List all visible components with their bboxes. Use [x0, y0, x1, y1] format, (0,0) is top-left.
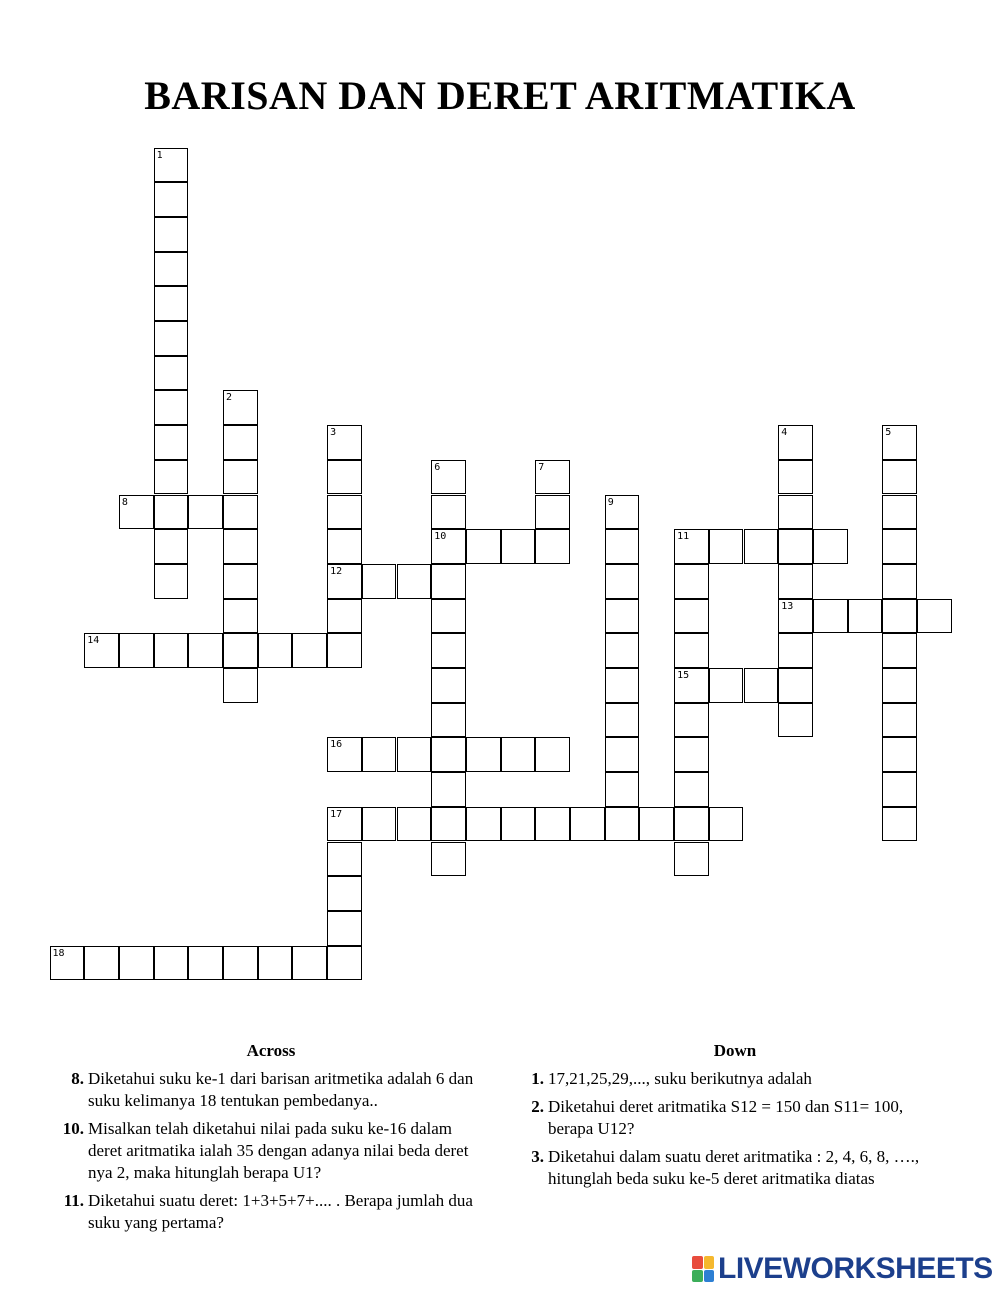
clue-number-label: 11 — [677, 531, 690, 543]
clue-across-11 — [56, 1190, 486, 1234]
badge-square — [692, 1256, 703, 1269]
crossword-cell[interactable] — [431, 599, 466, 634]
crossword-cell[interactable] — [674, 529, 709, 564]
crossword-cell[interactable] — [327, 460, 362, 495]
crossword-cell[interactable] — [882, 772, 917, 807]
crossword-cell[interactable] — [605, 737, 640, 772]
crossword-cell[interactable] — [605, 564, 640, 599]
crossword-cell[interactable] — [154, 252, 189, 287]
crossword-cell[interactable] — [397, 737, 432, 772]
crossword-cell[interactable] — [327, 599, 362, 634]
clue-number: 8. — [71, 1069, 84, 1088]
crossword-cell[interactable] — [154, 460, 189, 495]
badge-square — [692, 1270, 703, 1283]
crossword-cell[interactable] — [674, 668, 709, 703]
crossword-cell[interactable] — [223, 599, 258, 634]
crossword-cell[interactable] — [882, 564, 917, 599]
crossword-cell[interactable] — [674, 633, 709, 668]
crossword-cell[interactable] — [466, 737, 501, 772]
clue-text: Diketahui deret aritmatika S12 = 150 dan S11= 100, berapa U12? — [548, 1097, 904, 1138]
clue-number-label: 12 — [330, 565, 343, 577]
crossword-cell[interactable] — [292, 946, 327, 981]
crossword-cell[interactable] — [431, 564, 466, 599]
crossword-cell[interactable] — [605, 599, 640, 634]
clue-number-label: 15 — [677, 670, 690, 681]
crossword-cell[interactable] — [570, 807, 605, 842]
crossword-cell[interactable] — [535, 495, 570, 530]
clue-number-label: 1 — [156, 149, 163, 161]
clue-down-2 — [520, 1096, 950, 1140]
clue-down-1 — [520, 1068, 950, 1090]
crossword-cell[interactable] — [466, 807, 501, 842]
crossword-cell[interactable] — [605, 529, 640, 564]
logo-badge-icon — [692, 1256, 714, 1282]
crossword-cell[interactable] — [223, 633, 258, 668]
clue-number: 3. — [531, 1147, 544, 1166]
clue-number-label: 13 — [781, 600, 794, 612]
crossword-cell[interactable] — [431, 633, 466, 668]
crossword-cell[interactable] — [154, 946, 189, 981]
clue-down-3 — [520, 1146, 950, 1190]
crossword-cell[interactable] — [605, 633, 640, 668]
crossword-cell[interactable] — [431, 737, 466, 772]
crossword-cell[interactable] — [258, 633, 293, 668]
crossword-cell[interactable] — [605, 807, 640, 842]
crossword-cell[interactable] — [882, 807, 917, 842]
crossword-cell[interactable] — [778, 703, 813, 738]
crossword-cell[interactable] — [882, 599, 917, 634]
crossword-cell[interactable] — [223, 495, 258, 530]
crossword-cell[interactable] — [119, 633, 154, 668]
crossword-cell[interactable] — [223, 564, 258, 599]
crossword-cell[interactable] — [431, 842, 466, 877]
crossword-cell[interactable] — [882, 425, 917, 460]
crossword-cell[interactable] — [778, 633, 813, 668]
crossword-cell[interactable] — [882, 737, 917, 772]
crossword-cell[interactable] — [501, 807, 536, 842]
crossword-cell[interactable] — [119, 946, 154, 981]
crossword-cell[interactable] — [154, 286, 189, 321]
crossword-cell[interactable] — [327, 495, 362, 530]
crossword-cell[interactable] — [223, 390, 258, 425]
crossword-cell[interactable] — [84, 946, 119, 981]
crossword-cell[interactable] — [154, 425, 189, 460]
crossword-cell[interactable] — [154, 356, 189, 391]
crossword-cell[interactable] — [882, 495, 917, 530]
crossword-cell[interactable] — [882, 529, 917, 564]
logo-text: LIVEWORKSHEETS — [718, 1252, 993, 1285]
crossword-cell[interactable] — [154, 217, 189, 252]
crossword-cell[interactable] — [223, 425, 258, 460]
crossword-cell[interactable] — [327, 633, 362, 668]
crossword-cell[interactable] — [882, 668, 917, 703]
crossword-cell[interactable] — [674, 703, 709, 738]
badge-square — [704, 1270, 715, 1283]
crossword-cell[interactable] — [674, 772, 709, 807]
clue-number-label: 6 — [434, 461, 441, 473]
crossword-cell[interactable] — [778, 668, 813, 703]
down-heading: Down — [713, 1041, 757, 1060]
crossword-cell[interactable] — [188, 495, 223, 530]
crossword-cell[interactable] — [778, 564, 813, 599]
crossword-cell[interactable] — [154, 529, 189, 564]
crossword-cell[interactable] — [223, 460, 258, 495]
crossword-cell[interactable] — [466, 529, 501, 564]
crossword-cell[interactable] — [327, 564, 362, 599]
crossword-cell[interactable] — [154, 390, 189, 425]
crossword-cell[interactable] — [674, 807, 709, 842]
crossword-cell[interactable] — [535, 460, 570, 495]
crossword-cell[interactable] — [848, 599, 883, 634]
clue-number-label: 8 — [121, 496, 128, 508]
clue-number-label: 9 — [607, 496, 614, 508]
clue-number-label: 17 — [330, 808, 343, 820]
crossword-cell[interactable] — [709, 807, 744, 842]
crossword-cell[interactable] — [639, 807, 674, 842]
clue-number: 11. — [63, 1191, 84, 1210]
clue-number-label: 5 — [885, 427, 892, 439]
clue-text: Misalkan telah diketahui nilai pada suku ke-16 dalam deret aritmatika ialah 35 dengan adanya nilai beda deret nya 2, maka hitunglah berapa U1? — [88, 1119, 469, 1182]
crossword-cell[interactable] — [154, 321, 189, 356]
crossword-cell[interactable] — [431, 529, 466, 564]
clue-across-8 — [56, 1068, 486, 1112]
crossword-cell[interactable] — [223, 529, 258, 564]
crossword-cell[interactable] — [431, 495, 466, 530]
crossword-cell[interactable] — [223, 946, 258, 981]
crossword-cell[interactable] — [605, 703, 640, 738]
crossword-cell[interactable] — [605, 668, 640, 703]
across-clues — [56, 1040, 486, 1240]
crossword-cell[interactable] — [362, 737, 397, 772]
crossword-cell[interactable] — [917, 599, 952, 634]
clue-number-label: 10 — [434, 531, 447, 543]
crossword-cell[interactable] — [327, 425, 362, 460]
crossword-cell[interactable] — [778, 460, 813, 495]
clue-text: 17,21,25,29,..., suku berikutnya adalah — [548, 1069, 812, 1088]
clue-across-10 — [56, 1118, 486, 1184]
crossword-cell[interactable] — [327, 842, 362, 877]
crossword-cell[interactable] — [327, 876, 362, 911]
crossword-cell[interactable] — [744, 529, 779, 564]
crossword-cell[interactable] — [674, 599, 709, 634]
crossword-cell[interactable] — [119, 495, 154, 530]
crossword-cell[interactable] — [535, 529, 570, 564]
crossword-cell[interactable] — [778, 529, 813, 564]
crossword-cell[interactable] — [50, 946, 85, 981]
crossword-cell[interactable] — [188, 633, 223, 668]
crossword-cell[interactable] — [362, 807, 397, 842]
clue-number-label: 2 — [226, 392, 233, 404]
crossword-cell[interactable] — [535, 807, 570, 842]
crossword-cell[interactable] — [674, 564, 709, 599]
crossword-cell[interactable] — [501, 529, 536, 564]
down-clues — [520, 1040, 950, 1196]
crossword-cell[interactable] — [744, 668, 779, 703]
crossword-cell[interactable] — [154, 633, 189, 668]
crossword-cell[interactable] — [292, 633, 327, 668]
crossword-cell[interactable] — [154, 495, 189, 530]
crossword-cell[interactable] — [882, 460, 917, 495]
clue-number-label: 3 — [330, 427, 337, 439]
clue-number: 2. — [531, 1097, 544, 1116]
across-heading: Across — [246, 1041, 296, 1060]
clue-number: 10. — [62, 1119, 84, 1138]
crossword-cell[interactable] — [674, 737, 709, 772]
clue-number-label: 16 — [330, 739, 343, 751]
clue-number: 1. — [531, 1069, 544, 1088]
crossword-cell[interactable] — [258, 946, 293, 981]
clue-number-label: 18 — [52, 947, 65, 959]
crossword-cell[interactable] — [431, 703, 466, 738]
crossword-cell[interactable] — [709, 529, 744, 564]
crossword-cell[interactable] — [154, 148, 189, 183]
crossword-cell[interactable] — [397, 807, 432, 842]
crossword-cell[interactable] — [431, 460, 466, 495]
crossword-cell[interactable] — [605, 495, 640, 530]
crossword-cell[interactable] — [778, 599, 813, 634]
crossword-cell[interactable] — [362, 564, 397, 599]
crossword-cell[interactable] — [882, 633, 917, 668]
crossword-cell[interactable] — [154, 182, 189, 217]
crossword-cell[interactable] — [882, 703, 917, 738]
crossword-cell[interactable] — [327, 737, 362, 772]
clue-number-label: 14 — [87, 635, 100, 647]
crossword-cell[interactable] — [535, 737, 570, 772]
crossword-cell[interactable] — [431, 668, 466, 703]
clue-text: Diketahui suku ke-1 dari barisan aritmetika adalah 6 dan suku kelimanya 18 tentukan pembedanya.. — [88, 1069, 474, 1110]
crossword-cell[interactable] — [813, 529, 848, 564]
crossword-cell[interactable] — [674, 842, 709, 877]
crossword-cell[interactable] — [327, 911, 362, 946]
crossword-cell[interactable] — [431, 772, 466, 807]
clue-text: Diketahui dalam suatu deret aritmatika : 2, 4, 6, 8, …., hitunglah beda suku ke-5 deret aritmatika diatas — [548, 1147, 920, 1188]
crossword-cell[interactable] — [223, 668, 258, 703]
crossword-cell[interactable] — [84, 633, 119, 668]
crossword-cell[interactable] — [327, 946, 362, 981]
crossword-cell[interactable] — [605, 772, 640, 807]
clue-text: Diketahui suatu deret: 1+3+5+7+.... . Berapa jumlah dua suku yang pertama? — [88, 1191, 473, 1232]
crossword-cell[interactable] — [431, 807, 466, 842]
crossword-cell[interactable] — [154, 564, 189, 599]
crossword-cell[interactable] — [501, 737, 536, 772]
crossword-cell[interactable] — [813, 599, 848, 634]
liveworksheets-logo — [692, 1254, 993, 1284]
crossword-cell[interactable] — [327, 807, 362, 842]
crossword-cell[interactable] — [778, 425, 813, 460]
badge-square — [704, 1256, 715, 1269]
worksheet-title: BARISAN DAN DERET ARITMATIKA — [144, 73, 856, 118]
crossword-cell[interactable] — [397, 564, 432, 599]
clue-number-label: 4 — [781, 427, 788, 439]
clue-number-label: 7 — [538, 461, 545, 473]
crossword-cell[interactable] — [709, 668, 744, 703]
crossword-cell[interactable] — [327, 529, 362, 564]
crossword-cell[interactable] — [188, 946, 223, 981]
crossword-cell[interactable] — [778, 495, 813, 530]
